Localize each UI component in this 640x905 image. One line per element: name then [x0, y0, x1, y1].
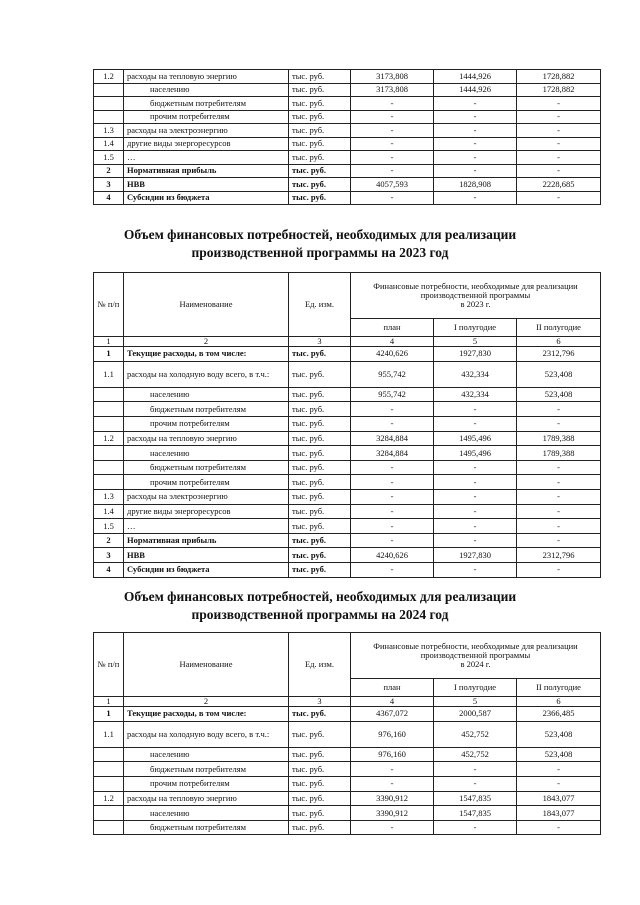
row-second-half: 1789,388: [517, 446, 601, 461]
row-unit: тыс. руб.: [289, 519, 351, 534]
table-row: [94, 124, 601, 138]
row-unit: тыс. руб.: [289, 460, 351, 475]
table-row: [94, 402, 601, 417]
row-name: расходы на тепловую энергию: [124, 431, 289, 446]
row-plan: -: [351, 475, 434, 490]
col-number-5: 5: [434, 337, 517, 347]
row-plan: -: [351, 151, 434, 165]
row-unit: тыс. руб.: [289, 806, 351, 821]
row-number: 1.4: [94, 137, 124, 151]
table-row: [94, 97, 601, 111]
row-second-half: 1728,882: [517, 70, 601, 84]
header-needs-year: в 2023 г.: [460, 298, 491, 309]
row-second-half: -: [517, 97, 601, 111]
row-name: бюджетным потребителям: [124, 97, 289, 111]
row-name: прочим потребителям: [124, 475, 289, 490]
row-second-half: -: [517, 533, 601, 548]
row-unit: тыс. руб.: [289, 417, 351, 432]
row-number: [94, 762, 124, 777]
row-unit: тыс. руб.: [289, 191, 351, 205]
header-name: Наименование: [124, 273, 289, 337]
row-first-half: -: [434, 562, 517, 577]
row-unit: тыс. руб.: [289, 402, 351, 417]
row-second-half: 1728,882: [517, 83, 601, 97]
table-row: [94, 721, 601, 747]
row-number: [94, 806, 124, 821]
table-row: [94, 791, 601, 806]
row-first-half: -: [434, 533, 517, 548]
row-first-half: 1495,496: [434, 431, 517, 446]
row-number: 1.4: [94, 504, 124, 519]
header-plan: план: [351, 319, 434, 337]
col-number-5: 5: [434, 697, 517, 707]
table-row: [94, 70, 601, 84]
row-first-half: -: [434, 124, 517, 138]
header-num: № п/п: [94, 273, 124, 337]
row-plan: 4057,593: [351, 178, 434, 192]
row-second-half: 1789,388: [517, 431, 601, 446]
row-second-half: 523,408: [517, 721, 601, 747]
row-unit: тыс. руб.: [289, 548, 351, 563]
row-plan: 3173,808: [351, 83, 434, 97]
row-plan: -: [351, 562, 434, 577]
header-needs-text: Финансовые потребности, необходимые для реализации производственной программы: [373, 641, 578, 661]
row-number: 4: [94, 191, 124, 205]
row-plan: 4367,072: [351, 707, 434, 722]
row-unit: тыс. руб.: [289, 820, 351, 835]
title-line-1: Объем финансовых потребностей, необходимых для реализации: [123, 227, 517, 242]
row-first-half: -: [434, 191, 517, 205]
row-second-half: -: [517, 124, 601, 138]
row-name: бюджетным потребителям: [124, 460, 289, 475]
row-plan: -: [351, 519, 434, 534]
row-unit: тыс. руб.: [289, 721, 351, 747]
row-name: расходы на холодную воду всего, в т.ч.:: [124, 721, 289, 747]
row-number: [94, 820, 124, 835]
table-row: [94, 83, 601, 97]
row-second-half: 1843,077: [517, 791, 601, 806]
row-unit: тыс. руб.: [289, 490, 351, 505]
row-first-half: -: [434, 762, 517, 777]
section-title-2023: [0, 226, 640, 261]
row-plan: -: [351, 460, 434, 475]
row-number: 3: [94, 548, 124, 563]
row-first-half: -: [434, 475, 517, 490]
header-needs-year: в 2024 г.: [460, 658, 491, 669]
col-number-4: 4: [351, 697, 434, 707]
row-plan: -: [351, 137, 434, 151]
table-row: [94, 361, 601, 387]
row-name: населению: [124, 747, 289, 762]
row-second-half: -: [517, 475, 601, 490]
row-number: [94, 387, 124, 402]
header-h1: I полугодие: [434, 679, 517, 697]
row-first-half: -: [434, 164, 517, 178]
row-number: 1.1: [94, 721, 124, 747]
row-second-half: -: [517, 402, 601, 417]
row-second-half: -: [517, 504, 601, 519]
table-row: [94, 417, 601, 432]
col-number-1: 1: [94, 337, 124, 347]
table-row: [94, 820, 601, 835]
row-name: прочим потребителям: [124, 777, 289, 792]
row-name: бюджетным потребителям: [124, 762, 289, 777]
row-second-half: -: [517, 777, 601, 792]
row-plan: 3173,808: [351, 70, 434, 84]
row-name: расходы на тепловую энергию: [124, 791, 289, 806]
row-unit: тыс. руб.: [289, 387, 351, 402]
row-number: [94, 402, 124, 417]
row-number: 1.2: [94, 431, 124, 446]
row-name: расходы на холодную воду всего, в т.ч.:: [124, 361, 289, 387]
row-first-half: 1547,835: [434, 806, 517, 821]
row-second-half: -: [517, 519, 601, 534]
row-name: другие виды энергоресурсов: [124, 137, 289, 151]
row-second-half: 2366,485: [517, 707, 601, 722]
row-name: расходы на электроэнергию: [124, 490, 289, 505]
row-plan: -: [351, 417, 434, 432]
row-number: [94, 110, 124, 124]
row-number: 1.1: [94, 361, 124, 387]
row-unit: тыс. руб.: [289, 747, 351, 762]
table-top: [93, 69, 601, 205]
row-second-half: -: [517, 151, 601, 165]
row-first-half: -: [434, 151, 517, 165]
row-plan: -: [351, 97, 434, 111]
row-unit: тыс. руб.: [289, 110, 351, 124]
row-number: [94, 446, 124, 461]
row-second-half: 2312,796: [517, 347, 601, 362]
row-second-half: -: [517, 191, 601, 205]
row-plan: 3284,884: [351, 431, 434, 446]
header-needs-text: Финансовые потребности, необходимые для реализации производственной программы: [373, 281, 578, 301]
row-unit: тыс. руб.: [289, 151, 351, 165]
table-row: [94, 110, 601, 124]
row-first-half: 1547,835: [434, 791, 517, 806]
row-number: 2: [94, 533, 124, 548]
row-second-half: -: [517, 460, 601, 475]
row-name: населению: [124, 446, 289, 461]
row-number: 1.3: [94, 124, 124, 138]
row-number: [94, 417, 124, 432]
col-number-2: 2: [124, 337, 289, 347]
row-name: другие виды энергоресурсов: [124, 504, 289, 519]
row-number: 1.2: [94, 791, 124, 806]
col-number-6: 6: [517, 337, 601, 347]
table-row: [94, 460, 601, 475]
row-first-half: 1828,908: [434, 178, 517, 192]
table-row: [94, 707, 601, 722]
row-number: [94, 475, 124, 490]
row-number: [94, 460, 124, 475]
row-name: прочим потребителям: [124, 110, 289, 124]
row-number: 1: [94, 707, 124, 722]
row-second-half: -: [517, 137, 601, 151]
row-second-half: -: [517, 490, 601, 505]
row-first-half: 1444,926: [434, 70, 517, 84]
row-first-half: 432,334: [434, 361, 517, 387]
row-name: прочим потребителям: [124, 417, 289, 432]
header-h1: I полугодие: [434, 319, 517, 337]
row-unit: тыс. руб.: [289, 707, 351, 722]
row-second-half: 523,408: [517, 387, 601, 402]
col-number-1: 1: [94, 697, 124, 707]
row-second-half: 2228,685: [517, 178, 601, 192]
row-unit: тыс. руб.: [289, 83, 351, 97]
row-first-half: -: [434, 777, 517, 792]
row-unit: тыс. руб.: [289, 446, 351, 461]
row-first-half: -: [434, 402, 517, 417]
table-row: [94, 490, 601, 505]
table-row: [94, 446, 601, 461]
table-2023: [93, 272, 601, 578]
table-row: [94, 504, 601, 519]
row-plan: 955,742: [351, 361, 434, 387]
col-number-4: 4: [351, 337, 434, 347]
row-name: населению: [124, 83, 289, 97]
row-second-half: -: [517, 820, 601, 835]
row-number: [94, 747, 124, 762]
row-unit: тыс. руб.: [289, 347, 351, 362]
table-row: [94, 387, 601, 402]
row-first-half: 1444,926: [434, 83, 517, 97]
row-unit: тыс. руб.: [289, 97, 351, 111]
row-name: Субсидии из бюджета: [124, 562, 289, 577]
row-first-half: -: [434, 490, 517, 505]
table-row: [94, 762, 601, 777]
row-number: 1.5: [94, 151, 124, 165]
row-first-half: -: [434, 460, 517, 475]
row-number: [94, 83, 124, 97]
row-unit: тыс. руб.: [289, 791, 351, 806]
header-unit: Ед. изм.: [289, 273, 351, 337]
table-row: [94, 519, 601, 534]
row-number: 3: [94, 178, 124, 192]
row-name: населению: [124, 387, 289, 402]
row-number: 1.3: [94, 490, 124, 505]
title-line-2: производственной программы на 2024 год: [191, 606, 449, 622]
row-unit: тыс. руб.: [289, 777, 351, 792]
row-number: 4: [94, 562, 124, 577]
table-row: [94, 806, 601, 821]
row-name: Текущие расходы, в том числе:: [124, 707, 289, 722]
row-first-half: -: [434, 519, 517, 534]
row-name: Нормативная прибыль: [124, 533, 289, 548]
row-unit: тыс. руб.: [289, 164, 351, 178]
table-row: [94, 747, 601, 762]
row-unit: тыс. руб.: [289, 431, 351, 446]
row-unit: тыс. руб.: [289, 533, 351, 548]
row-name: Нормативная прибыль: [124, 164, 289, 178]
col-number-3: 3: [289, 337, 351, 347]
table-row: [94, 431, 601, 446]
row-second-half: -: [517, 164, 601, 178]
row-number: 1: [94, 347, 124, 362]
row-unit: тыс. руб.: [289, 70, 351, 84]
row-number: [94, 777, 124, 792]
row-plan: -: [351, 533, 434, 548]
row-number: 2: [94, 164, 124, 178]
row-second-half: 523,408: [517, 361, 601, 387]
row-name: …: [124, 151, 289, 165]
row-name: НВВ: [124, 178, 289, 192]
table-row: [94, 475, 601, 490]
row-first-half: -: [434, 110, 517, 124]
row-name: бюджетным потребителям: [124, 820, 289, 835]
row-name: расходы на электроэнергию: [124, 124, 289, 138]
row-name: расходы на тепловую энергию: [124, 70, 289, 84]
row-first-half: 432,334: [434, 387, 517, 402]
row-first-half: -: [434, 820, 517, 835]
row-second-half: -: [517, 562, 601, 577]
table-row: [94, 777, 601, 792]
header-h2: II полугодие: [517, 319, 601, 337]
row-first-half: -: [434, 137, 517, 151]
row-first-half: 452,752: [434, 721, 517, 747]
row-name: населению: [124, 806, 289, 821]
row-first-half: 1495,496: [434, 446, 517, 461]
row-unit: тыс. руб.: [289, 762, 351, 777]
title-line-1: Объем финансовых потребностей, необходимых для реализации: [123, 589, 517, 604]
header-num: № п/п: [94, 633, 124, 697]
row-first-half: -: [434, 97, 517, 111]
header-needs: [351, 633, 601, 679]
row-second-half: -: [517, 417, 601, 432]
row-name: НВВ: [124, 548, 289, 563]
row-plan: -: [351, 402, 434, 417]
table-row: [94, 347, 601, 362]
row-plan: 3390,912: [351, 806, 434, 821]
row-unit: тыс. руб.: [289, 124, 351, 138]
row-first-half: 1927,830: [434, 548, 517, 563]
col-number-3: 3: [289, 697, 351, 707]
row-plan: -: [351, 762, 434, 777]
table-row: [94, 191, 601, 205]
row-plan: -: [351, 124, 434, 138]
row-number: [94, 97, 124, 111]
header-unit: Ед. изм.: [289, 633, 351, 697]
header-plan: план: [351, 679, 434, 697]
table-row: [94, 137, 601, 151]
row-first-half: 452,752: [434, 747, 517, 762]
table-row: [94, 533, 601, 548]
table-row: [94, 548, 601, 563]
col-number-2: 2: [124, 697, 289, 707]
row-name: Субсидии из бюджета: [124, 191, 289, 205]
row-plan: -: [351, 191, 434, 205]
row-first-half: 1927,830: [434, 347, 517, 362]
table-row: [94, 151, 601, 165]
header-h2: II полугодие: [517, 679, 601, 697]
row-unit: тыс. руб.: [289, 562, 351, 577]
row-plan: 4240,626: [351, 347, 434, 362]
section-title-2024: [0, 588, 640, 623]
row-name: Текущие расходы, в том числе:: [124, 347, 289, 362]
row-second-half: -: [517, 762, 601, 777]
row-second-half: 1843,077: [517, 806, 601, 821]
table-row: [94, 562, 601, 577]
row-unit: тыс. руб.: [289, 361, 351, 387]
row-unit: тыс. руб.: [289, 178, 351, 192]
row-plan: -: [351, 777, 434, 792]
row-unit: тыс. руб.: [289, 504, 351, 519]
row-plan: 976,160: [351, 721, 434, 747]
header-needs: [351, 273, 601, 319]
row-first-half: -: [434, 504, 517, 519]
title-line-2: производственной программы на 2023 год: [191, 244, 449, 260]
header-name: Наименование: [124, 633, 289, 697]
row-plan: -: [351, 110, 434, 124]
table-row: [94, 164, 601, 178]
table-row: [94, 178, 601, 192]
row-number: 1.5: [94, 519, 124, 534]
row-number: 1.2: [94, 70, 124, 84]
row-first-half: 2000,587: [434, 707, 517, 722]
row-second-half: 2312,796: [517, 548, 601, 563]
row-plan: 3390,912: [351, 791, 434, 806]
row-plan: 3284,884: [351, 446, 434, 461]
row-plan: -: [351, 490, 434, 505]
col-number-6: 6: [517, 697, 601, 707]
row-unit: тыс. руб.: [289, 137, 351, 151]
row-plan: 955,742: [351, 387, 434, 402]
row-second-half: -: [517, 110, 601, 124]
row-name: …: [124, 519, 289, 534]
row-unit: тыс. руб.: [289, 475, 351, 490]
row-name: бюджетным потребителям: [124, 402, 289, 417]
row-plan: -: [351, 820, 434, 835]
row-first-half: -: [434, 417, 517, 432]
row-plan: 4240,626: [351, 548, 434, 563]
row-plan: 976,160: [351, 747, 434, 762]
row-second-half: 523,408: [517, 747, 601, 762]
row-plan: -: [351, 504, 434, 519]
row-plan: -: [351, 164, 434, 178]
table-2024: [93, 632, 601, 835]
